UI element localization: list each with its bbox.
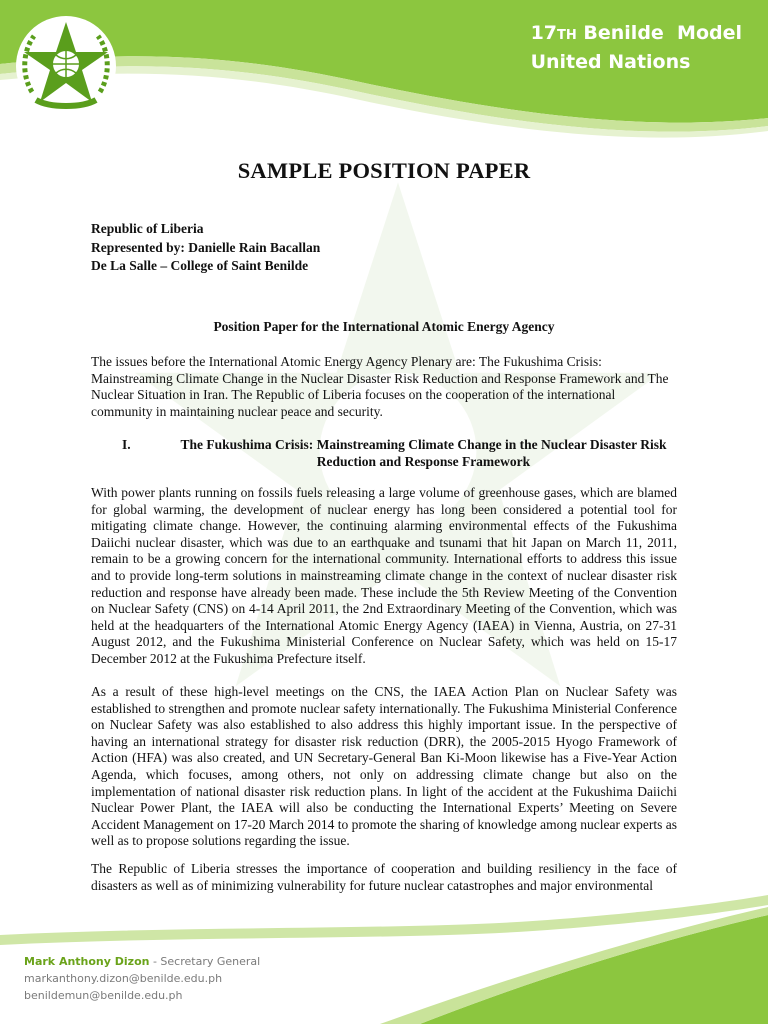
event-title-line-1: 17TH Benilde Model (530, 22, 742, 44)
body-paragraph-2: As a result of these high-level meetings on the CNS, the IAEA Action Plan on Nuclear Safety was established to strengthen and promote nuclear safety internationally. The Fukushima Ministerial Conference on Nuclear Safety was also established to also address this highly important issue. In the perspective of having an international strategy for disaster risk reduction (DRR), the 2005-2015 Hyogo Framework of Action (HFA) was also created, and UN Secretary-General Ban Ki-Moon likewise has a Five-Year Action Agenda, which focuses, among others, not only on addressing climate change but also on the implementation of national disaster risk reduction plans. In light of the accident at the Fukushima Daiichi Nuclear Power Plant, the IAEA will also be conducting the International Experts’ Meeting on Severe Accident Management on 17-20 March 2014 to promote the sharing of knowledge among nuclear experts as well as to propose solutions regarding the issue. (91, 684, 677, 849)
email-link-1[interactable]: markanthony.dizon@benilde.edu.ph (24, 972, 223, 985)
event-title-line-2: United Nations (530, 51, 691, 73)
intro-paragraph: The issues before the International Atomic Energy Agency Plenary are: The Fukushima Crisis: Mainstreaming Climate Change in the Nuclear Disaster Risk Reduction and Response Framework and The Nuclear Situation in Iran. The Republic of Liberia focuses on the cooperation of the international community in maintaining nuclear peace and security. (91, 354, 669, 419)
secretary-general-name: Mark Anthony Dizon (24, 955, 150, 968)
body-paragraph-3: The Republic of Liberia stresses the importance of cooperation and building resiliency in the face of disasters as well as of minimizing vulnerability for future nuclear catastrophes and major environmental (91, 861, 677, 893)
footer-signatory (24, 953, 260, 970)
event-title (531, 20, 742, 75)
delegate-name: Represented by: Danielle Rain Bacallan (91, 239, 321, 255)
school-name: De La Salle – College of Saint Benilde (91, 258, 309, 273)
paper-heading: Position Paper for the International Atomic Energy Agency (213, 319, 555, 334)
section-number: I. (122, 437, 131, 452)
footer-contact (24, 953, 260, 1004)
section-heading (122, 436, 677, 470)
body-paragraph-1: With power plants running on fossils fuels releasing a large volume of greenhouse gases, which are blamed for global warming, the development of nuclear energy has long been considered a potential tool for mitigating climate change. However, the continuing alarming environmental effects of the Fukushima Daiichi nuclear disaster, which was due to an earthquake and tsunami that hit Japan on March 11, 2011, remain to be a growing concern for the international community. International efforts to address this issue and to provide long-term solutions in mainstreaming climate change in the context of nuclear disaster risk reduction and response have already been made. These include the 5th Review Meeting of the Convention on Nuclear Safety (CNS) on 4-14 April 2011, the 2nd Extraordinary Meeting of the Convention, which was held at the headquarters of the International Atomic Energy Agency (IAEA) in Vienna, Austria, on 27-31 August 2012, and the Fukushima Ministerial Conference on Nuclear Safety, which was held on 15-17 December 2012 at the Fukushima Prefecture itself. (91, 485, 677, 666)
document-title: SAMPLE POSITION PAPER (237, 158, 531, 183)
delegation-info (91, 220, 320, 276)
email-link-2[interactable]: benildemun@benilde.edu.ph (24, 989, 183, 1002)
country-name: Republic of Liberia (91, 221, 204, 236)
secretary-general-role: - Secretary General (149, 955, 261, 968)
section-title: The Fukushima Crisis: Mainstreaming Climate Change in the Nuclear Disaster Risk Reduction and Response Framework (180, 437, 667, 469)
bmun-logo (14, 14, 118, 118)
